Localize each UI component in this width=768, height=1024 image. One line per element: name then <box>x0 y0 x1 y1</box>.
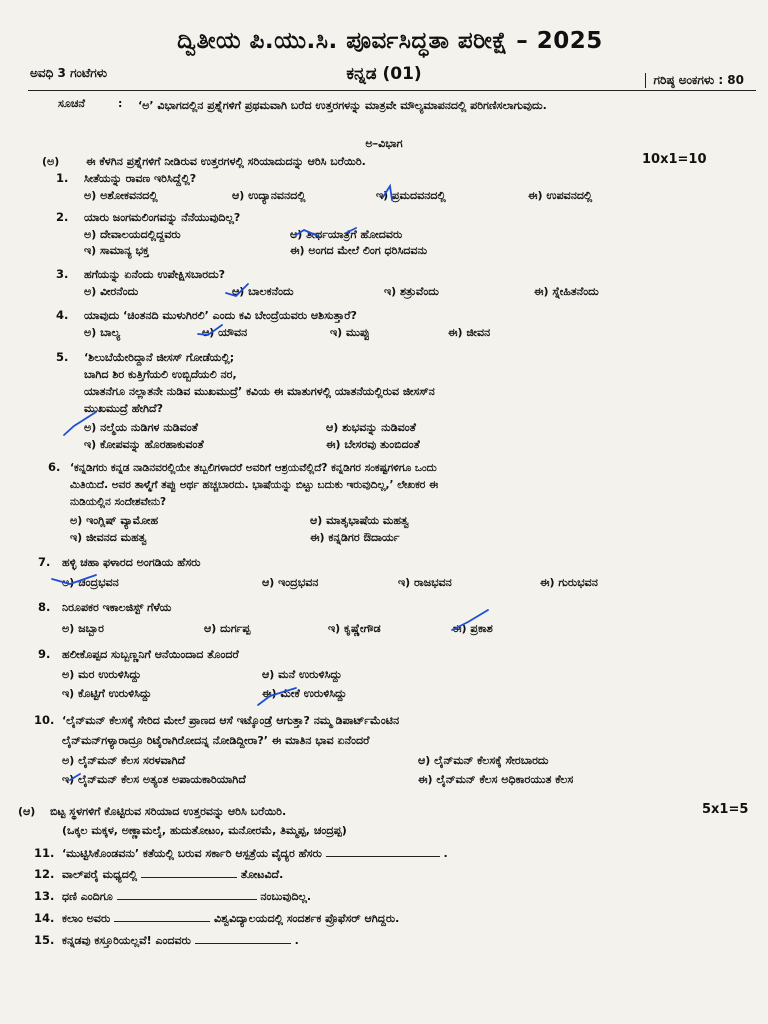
q1-option-a: ಅ) ಅಶೋಕವನದಲ್ಲಿ <box>84 189 158 202</box>
q3-option-a: ಅ) ವೀರನೆಂದು <box>84 285 139 298</box>
q11-number: 11. <box>34 846 55 860</box>
q1-option-d: ಈ) ಉಪವನದಲ್ಲಿ <box>528 189 593 202</box>
max-marks: ಗರಿಷ್ಠ ಅಂಕಗಳು : 80 <box>645 73 744 88</box>
q8-text: ನಿರೂಪಕರ ಇಕಾಲಜಿಸ್ಟ್ ಗೆಳೆಯ <box>62 601 172 614</box>
q3-text: ಹಗೆಯನ್ನು ಏನೆಂದು ಉಪೇಕ್ಷಿಸಬಾರದು? <box>84 268 226 281</box>
q5-number: 5. <box>56 350 69 364</box>
q13-text-after: ನಂಬುವುದಿಲ್ಲ. <box>260 890 312 903</box>
q8-option-c: ಇ) ಕೃಷ್ಣೇಗೌಡ <box>328 622 381 635</box>
q10-option-a: ಅ) ಲೈನ್‌ಮನ್ ಕೆಲಸ ಸರಳವಾಗಿದೆ <box>62 754 186 767</box>
q6-option-d: ಈ) ಕನ್ನಡಿಗರ ಔದಾರ್ಯ <box>310 531 400 544</box>
q1-text: ಸೀತೆಯನ್ನು ರಾವಣ ಇರಿಸಿದ್ದೆಲ್ಲಿ? <box>84 172 197 185</box>
q11-question <box>62 846 448 862</box>
note-text: ‘ಅ’ ವಿಭಾಗದಲ್ಲಿನ ಪ್ರಶ್ನೆಗಳಿಗೆ ಪ್ರಥಮವಾಗಿ ಬರೆದ ಉತ್ತರಗಳನ್ನು ಮಾತ್ರವೇ ಮೌಲ್ಯಮಾಪನದಲ್ಲಿ ಪರಿಗಣಿಸಲಾಗುವುದು. <box>138 99 547 112</box>
q7-option-b: ಆ) ಇಂದ್ರಭವನ <box>262 576 319 589</box>
q4-option-d: ಈ) ಜೀವನ <box>448 326 491 339</box>
q14-blank[interactable] <box>114 911 210 922</box>
q9-option-d: ಈ) ಮೇಕೆ ಉರುಳಿಸಿದ್ದು <box>262 687 347 700</box>
q1-option-c: ಇ) ಪ್ರಮದವನದಲ್ಲಿ <box>376 189 446 202</box>
note-colon: : <box>118 97 123 110</box>
q10-option-c: ಇ) ಲೈನ್‌ಮನ್ ಕೆಲಸ ಅತ್ಯಂತ ಅಪಾಯಕಾರಿಯಾಗಿದೆ <box>62 773 246 786</box>
q10-option-d: ಈ) ಲೈನ್‌ಮನ್ ಕೆಲಸ ಅಧಿಕಾರಯುತ ಕೆಲಸ <box>418 773 574 786</box>
q6-line-2: ಮಿತಿಯಿದೆ. ಅವರ ತಾಳ್ಮೆಗೆ ತಪ್ಪು ಅರ್ಥ ಹಚ್ಚಬಾರದು. ಭಾಷೆಯನ್ನು ಬಿಟ್ಟು ಬದುಕು ಇರುವುದಿಲ್ಲ,’ ಲೇಖಕರ ಈ <box>70 479 439 491</box>
q2-option-c: ಇ) ಸಾಮಾನ್ಯ ಭಕ್ತ <box>84 244 149 257</box>
q6-line-1: ‘ಕನ್ನಡಿಗರು ಕನ್ನಡ ನಾಡಿನವರಲ್ಲಿಯೇ ತಬ್ಬಲಿಗಳಾದರೆ ಅವರಿಗೆ ಆಶ್ರಯವೆಲ್ಲಿದೆ? ಕನ್ನಡಿಗರ ಸಂಕಷ್ಟಗಳಿಗೂ ಒಂದು <box>70 462 437 474</box>
part-b-options: (ಒಕ್ಕಲ ಮಕ್ಕಳ, ಅಣ್ಣಾಮಲೈ, ಹುದುತೋಟಂ, ಮನೋರಮೆ, ತಿಮ್ಮಪ್ಪ, ಚಂದ್ರಪ್ಪ) <box>62 824 347 837</box>
note-label: ಸೂಚನೆ <box>58 97 85 110</box>
q11-text-after: . <box>443 847 448 860</box>
q5-option-a: ಅ) ನಲ್ಮೆಯ ನುಡಿಗಳ ನುಡಿವಂತೆ <box>84 421 198 434</box>
part-b-label: (ಆ) <box>18 805 36 818</box>
q9-option-c: ಇ) ಕೊಟ್ಟಿಗೆ ಉರುಳಿಸಿದ್ದು <box>62 687 152 700</box>
q2-option-a: ಅ) ದೇವಾಲಯದಲ್ಲಿದ್ದವರು <box>84 228 181 241</box>
q8-option-a: ಅ) ಜಬ್ಬಾರ <box>62 622 104 635</box>
q7-text: ಹಳ್ಳಿ ಚಹಾ ಫಳಾರದ ಅಂಗಡಿಯ ಹೆಸರು <box>62 556 201 569</box>
q13-blank[interactable] <box>117 889 257 900</box>
q12-question <box>62 867 283 883</box>
q3-option-c: ಇ) ಶತ್ರುವೆಂದು <box>384 285 439 298</box>
subject-title: ಕನ್ನಡ (01) <box>346 64 422 84</box>
exam-title: ದ್ವಿತೀಯ ಪಿ.ಯು.ಸಿ. ಪೂರ್ವಸಿದ್ಧತಾ ಪರೀಕ್ಷೆ – 2025 <box>177 28 603 54</box>
q5-line-4: ಮುಖಮುದ್ರೆ ಹೇಗಿದೆ? <box>84 402 163 415</box>
q14-question <box>62 911 399 927</box>
q6-line-3: ನುಡಿಯಲ್ಲಿನ ಸಂದೇಶವೇನು? <box>70 496 167 508</box>
q5-option-c: ಇ) ಕೋಪವನ್ನು ಹೊರಹಾಕುವಂತೆ <box>84 438 204 451</box>
q15-question <box>62 933 299 949</box>
q1-number: 1. <box>56 171 69 185</box>
q15-number: 15. <box>34 933 55 947</box>
q4-option-b: ಆ) ಯೌವನ <box>202 326 248 339</box>
q6-option-b: ಆ) ಮಾತೃಭಾಷೆಯ ಮಹತ್ವ <box>310 514 409 527</box>
q2-number: 2. <box>56 210 69 224</box>
q11-text-before: ‘ಮುಟ್ಟಿಸಿಕೊಂಡವನು’ ಕತೆಯಲ್ಲಿ ಬರುವ ಸರ್ಕಾರಿ ಆಸ್ಪತ್ರೆಯ ವೈದ್ಯರ ಹೆಸರು <box>62 847 322 860</box>
q6-option-c: ಇ) ಜೀವನದ ಮಹತ್ವ <box>70 531 147 544</box>
q4-option-a: ಅ) ಬಾಲ್ಯ <box>84 326 121 339</box>
q4-text: ಯಾವುದು ‘ಚಿಂತನದಿ ಮುಳುಗಿರಲಿ’ ಎಂದು ಕವಿ ಬೇಂದ್ರೆಯವರು ಆಶಿಸುತ್ತಾರೆ? <box>84 309 357 322</box>
q8-option-d: ಈ) ಪ್ರಕಾಶ <box>452 622 493 635</box>
q11-blank[interactable] <box>326 846 440 857</box>
q4-number: 4. <box>56 308 69 322</box>
q13-question <box>62 889 311 905</box>
section-title: ಅ–ವಿಭಾಗ <box>365 137 403 150</box>
q3-option-b: ಆ) ಬಾಲಕನೆಂದು <box>232 285 294 298</box>
duration: ಅವಧಿ 3 ಗಂಟೆಗಳು <box>30 66 108 80</box>
q10-line-2: ಲೈನ್‌ಮನ್‌ಗಳ್ಯಾರಾದ್ರೂ ರಿಟೈರಾಗಿರೋದನ್ನ ನೋಡಿದ್ದೀರಾ?’ ಈ ಮಾತಿನ ಭಾವ ಏನೆಂದರೆ <box>62 734 370 747</box>
part-a-instruction: ಈ ಕೆಳಗಿನ ಪ್ರಶ್ನೆಗಳಿಗೆ ನೀಡಿರುವ ಉತ್ತರಗಳಲ್ಲಿ ಸರಿಯಾದುದನ್ನು ಆರಿಸಿ ಬರೆಯಿರಿ. <box>86 155 366 168</box>
q5-line-2: ಬಾಗಿದ ಶಿರ ಕುತ್ತಿಗೆಯಲಿ ಉಬ್ಬಿದೆಯಲಿ ನರ, <box>84 368 237 381</box>
header-divider <box>28 90 756 91</box>
q12-text-after: ತೋಟವಿದೆ. <box>240 868 284 881</box>
q12-text-before: ವಾಲ್‌ಪರೈ ಮಧ್ಯದಲ್ಲಿ <box>62 868 138 881</box>
q3-number: 3. <box>56 267 69 281</box>
q5-line-3: ಯಾತನೆಗೂ ನಲ್ಲಾತನೇ ನುಡಿವ ಮುಖಮುದ್ರೆ’ ಕವಿಯ ಈ ಮಾತುಗಳಲ್ಲಿ ಯಾತನೆಯಲ್ಲಿರುವ ಜೀಸಸ್‌ನ <box>84 385 435 398</box>
q6-number: 6. <box>48 460 61 474</box>
q13-number: 13. <box>34 889 55 903</box>
q10-line-1: ‘ಲೈನ್‌ಮನ್ ಕೆಲಸಕ್ಕೆ ಸೇರಿದ ಮೇಲೆ ಪ್ರಾಣದ ಆಸೆ ಇಟ್ಕೊಂಡ್ರೆ ಆಗುತ್ತಾ? ನಮ್ಮ ಡಿಪಾರ್ಟ್‌ಮೆಂಟಿನ <box>62 714 400 727</box>
q9-option-b: ಆ) ಮನೆ ಉರುಳಿಸಿದ್ದು <box>262 668 342 681</box>
q9-option-a: ಅ) ಮರ ಉರುಳಿಸಿದ್ದು <box>62 668 142 681</box>
q15-text-after: . <box>294 934 299 947</box>
q5-line-1: ‘ಶಿಲುಬೆಯೇರಿದ್ದಾನೆ ಜೀಸಸ್ ಗೋಡೆಯಲ್ಲಿ; <box>84 351 235 364</box>
q14-text-before: ಕಲಾಂ ಅವರು <box>62 912 111 925</box>
q2-option-b: ಆ) ತೀರ್ಥಯಾತ್ರೆಗೆ ಹೋದವರು <box>290 228 403 241</box>
q5-option-d: ಈ) ಬೇಸರವು ತುಂಬಿದಂತೆ <box>326 438 420 451</box>
q15-text-before: ಕನ್ನಡವು ಕಸ್ತೂರಿಯಲ್ಲವೆ! ಎಂದವರು <box>62 934 191 947</box>
q7-option-a: ಅ) ಚಂದ್ರಭವನ <box>62 576 119 589</box>
q3-option-d: ಈ) ಸ್ನೇಹಿತನೆಂದು <box>534 285 599 298</box>
q15-blank[interactable] <box>195 933 291 944</box>
q5-option-b: ಆ) ಶುಭವನ್ನು ನುಡಿವಂತೆ <box>326 421 416 434</box>
q2-text: ಯಾರು ಜಂಗಮಲಿಂಗವನ್ನು ನೆನೆಯುವುದಿಲ್ಲ? <box>84 211 241 224</box>
q8-number: 8. <box>38 600 51 614</box>
q14-number: 14. <box>34 911 55 925</box>
q4-option-c: ಇ) ಮುಪ್ಪು <box>330 326 370 339</box>
part-a-label: (ಅ) <box>42 155 60 168</box>
q12-blank[interactable] <box>141 867 237 878</box>
q6-option-a: ಅ) ಇಂಗ್ಲಿಷ್ ವ್ಯಾಮೋಹ <box>70 514 159 527</box>
part-a-marks: 10x1=10 <box>642 152 707 167</box>
q12-number: 12. <box>34 867 55 881</box>
q7-option-c: ಇ) ರಾಜಭವನ <box>398 576 452 589</box>
q9-number: 9. <box>38 647 51 661</box>
q10-option-b: ಆ) ಲೈನ್‌ಮನ್ ಕೆಲಸಕ್ಕೆ ಸೇರಬಾರದು <box>418 754 549 767</box>
q14-text-after: ವಿಶ್ವವಿದ್ಯಾಲಯದಲ್ಲಿ ಸಂದರ್ಶಕ ಪ್ರೊಫೆಸರ್ ಆಗಿದ್ದರು. <box>213 912 400 925</box>
part-b-instruction: ಬಿಟ್ಟ ಸ್ಥಳಗಳಿಗೆ ಕೊಟ್ಟಿರುವ ಸರಿಯಾದ ಉತ್ತರವನ್ನು ಆರಿಸಿ ಬರೆಯಿರಿ. <box>50 805 287 818</box>
part-b-marks: 5x1=5 <box>702 802 749 817</box>
q13-text-before: ಧಣಿ ಎಂದಿಗೂ <box>62 890 113 903</box>
q9-text: ಹಲೀಕೊಪ್ಪದ ಸುಬ್ಬಣ್ಣನಿಗೆ ಆನೆಯಿಂದಾದ ತೊಂದರೆ <box>62 648 239 661</box>
q7-option-d: ಈ) ಗುರುಭವನ <box>540 576 598 589</box>
q8-option-b: ಆ) ದುರ್ಗಪ್ಪ <box>204 622 251 635</box>
q7-number: 7. <box>38 555 51 569</box>
q1-option-b: ಆ) ಉದ್ಯಾನವನದಲ್ಲಿ <box>232 189 306 202</box>
q10-number: 10. <box>34 713 55 727</box>
q2-option-d: ಈ) ಅಂಗದ ಮೇಲೆ ಲಿಂಗ ಧರಿಸಿದವನು <box>290 244 428 257</box>
